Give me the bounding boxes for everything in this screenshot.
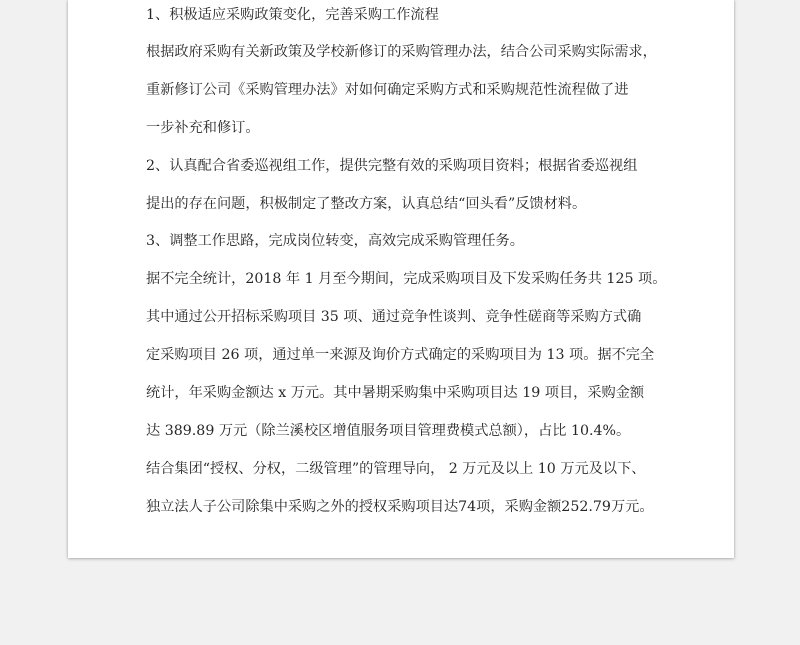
paragraph-line: 一步补充和修订。 bbox=[146, 120, 260, 136]
paragraph-line: 结合集团“授权、分权，二级管理”的管理导向， 2 万元及以上 10 万元及以下、 bbox=[146, 461, 646, 477]
paragraph-line: 3、调整工作思路，完成岗位转变，高效完成采购管理任务。 bbox=[146, 233, 524, 249]
paragraph-line: 重新修订公司《采购管理办法》对如何确定采购方式和采购规范性流程做了进 bbox=[146, 82, 629, 98]
paragraph-line: 提出的存在问题，积极制定了整改方案，认真总结“回头看”反馈材料。 bbox=[146, 196, 587, 212]
paragraph-line: 统计，年采购金额达 x 万元。其中暑期采购集中采购项目达 19 项目，采购金额 bbox=[146, 385, 645, 401]
paragraph-line: 2、认真配合省委巡视组工作，提供完整有效的采购项目资料；根据省委巡视组 bbox=[146, 158, 638, 174]
paragraph-line: 达 389.89 万元（除兰溪校区增值服务项目管理费模式总额），占比 10.4%。 bbox=[146, 423, 631, 439]
paragraph-line: 根据政府采购有关新政策及学校新修订的采购管理办法，结合公司采购实际需求， bbox=[146, 44, 657, 60]
document-page bbox=[68, 0, 734, 558]
paragraph-line: 1、积极适应采购政策变化，完善采购工作流程 bbox=[146, 7, 439, 23]
paragraph-line: 定采购项目 26 项，通过单一来源及询价方式确定的采购项目为 13 项。据不完全 bbox=[146, 347, 655, 363]
paragraph-line: 其中通过公开招标采购项目 35 项、通过竞争性谈判、竞争性磋商等采购方式确 bbox=[146, 309, 642, 325]
paragraph-line: 独立法人子公司除集中采购之外的授权采购项目达74项，采购金额252.79万元。 bbox=[146, 499, 654, 515]
paragraph-line: 据不完全统计，2018 年 1 月至今期间，完成采购项目及下发采购任务共 125 项。 bbox=[146, 271, 667, 287]
